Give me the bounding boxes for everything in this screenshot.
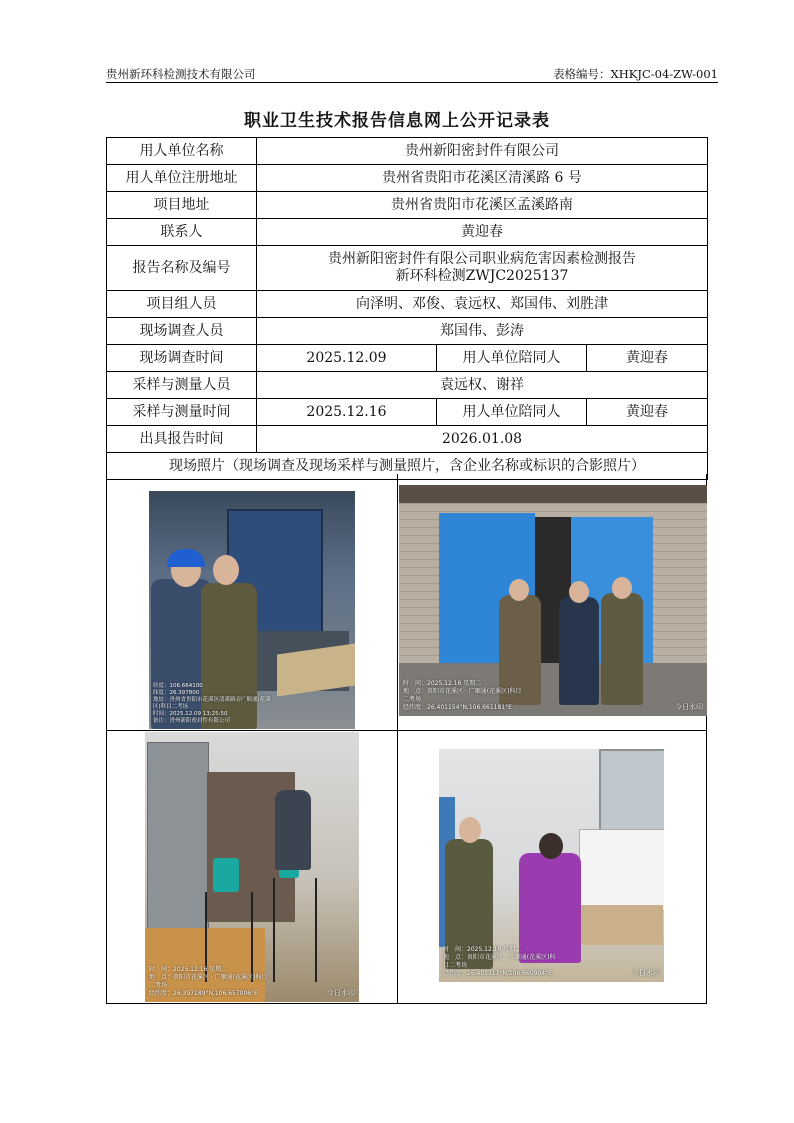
company-name: 贵州新环科检测技术有限公司	[106, 67, 256, 81]
document-title: 职业卫生技术报告信息网上公开记录表	[244, 111, 550, 131]
form-number: 表格编号：XHKJC-04-ZW-001	[553, 67, 718, 81]
survey-time-label: 现场调查时间	[107, 345, 257, 372]
photo-watermark: 时 间：2025.12.16 星期二 地 点：贵阳市花溪区 · 广顺通(花溪区)科目 二考场 经纬度：26.401154°N,106.661181°E	[403, 680, 522, 711]
group-photo-blue-door	[399, 485, 707, 716]
staff-head	[459, 817, 481, 843]
team-label: 项目组人员	[107, 291, 257, 318]
survey-photo-workshop	[149, 491, 355, 729]
table-row	[107, 165, 708, 192]
page-header	[106, 64, 718, 82]
photo-watermark: 时 间：2025.12.16 星期二 地 点：贵阳市花溪区 · 广顺通(花溪区)科目 二考场 经纬度：26.397189°N,106.657006°E	[149, 966, 268, 997]
watermark-brand: 今日水印	[327, 989, 355, 997]
staff-head	[213, 555, 239, 585]
sampling-escort-value: 黄迎春	[587, 399, 708, 426]
table-row	[107, 192, 708, 219]
table-row	[107, 219, 708, 246]
header-divider	[106, 82, 718, 83]
sampling-escort-label: 用人单位陪同人	[437, 399, 587, 426]
report-label: 报告名称及编号	[107, 246, 257, 291]
report-value	[257, 246, 708, 291]
photos-caption: 现场照片（现场调查及现场采样与测量照片，含企业名称或标识的合影照片）	[107, 453, 708, 480]
sampling-photo-workers	[439, 749, 664, 982]
employer-value: 贵州新阳密封件有限公司	[257, 138, 708, 165]
team-value: 向泽明、邓俊、袁远权、郑国伟、刘胜津	[257, 291, 708, 318]
contact-label: 联系人	[107, 219, 257, 246]
person-right	[601, 593, 643, 705]
project-address-value: 贵州省贵阳市花溪区孟溪路南	[257, 192, 708, 219]
table-row	[107, 372, 708, 399]
contact-value: 黄迎春	[257, 219, 708, 246]
survey-time-value: 2025.12.09	[257, 345, 437, 372]
person-right-head	[612, 577, 632, 599]
grid-divider	[397, 474, 398, 1003]
operator-figure	[275, 790, 311, 870]
survey-staff-value: 郑国伟、彭涛	[257, 318, 708, 345]
sampling-staff-label: 采样与测量人员	[107, 372, 257, 399]
report-number: 新环科检测ZWJC2025137	[395, 268, 569, 284]
sampling-photo-instruments	[145, 732, 359, 1002]
issue-date-label: 出具报告时间	[107, 426, 257, 453]
person-middle	[559, 597, 599, 705]
sampling-time-value: 2025.12.16	[257, 399, 437, 426]
sampler-device	[213, 858, 239, 892]
survey-staff-label: 现场调查人员	[107, 318, 257, 345]
reg-address-label: 用人单位注册地址	[107, 165, 257, 192]
photo-grid	[106, 474, 707, 1004]
person-middle-head	[569, 581, 589, 603]
reg-address-value: 贵州省贵阳市花溪区清溪路 6 号	[257, 165, 708, 192]
table-row	[107, 345, 708, 372]
table-row	[107, 246, 708, 291]
table-row	[107, 426, 708, 453]
tripod	[273, 878, 317, 982]
grid-divider	[107, 730, 706, 731]
roof-edge	[399, 485, 707, 503]
hard-hat	[167, 549, 205, 567]
photo-watermark: 时 间：2025.12.16 星期二 地 点：贵阳市花溪区 · 广顺通(花溪区)科 目二考场 经纬度：26.401317°N,106.660904°E	[443, 946, 556, 977]
worker-head	[539, 833, 563, 859]
survey-escort-value: 黄迎春	[587, 345, 708, 372]
watermark-brand: 今日水印	[675, 703, 703, 711]
table-row	[107, 318, 708, 345]
watermark-brand: 今日水印	[632, 969, 660, 977]
person-left-head	[509, 579, 529, 601]
photo-watermark: 经度：106.664100 纬度：26.397800 地址：贵州省贵阳市花溪区清溪路旁广顺通(花溪 区)科目二考场 时间：2025.12.09 13:25:50 备注：贵州新阳密封件有限公司	[153, 683, 271, 724]
employer-label: 用人单位名称	[107, 138, 257, 165]
project-address-label: 项目地址	[107, 192, 257, 219]
report-name: 贵州新阳密封件有限公司职业病危害因素检测报告	[328, 251, 636, 267]
issue-date-value: 2026.01.08	[257, 426, 708, 453]
sampling-time-label: 采样与测量时间	[107, 399, 257, 426]
electrical-cabinet	[147, 742, 209, 944]
table-row	[107, 291, 708, 318]
table-row	[107, 138, 708, 165]
record-table	[106, 137, 708, 480]
table-row	[107, 399, 708, 426]
survey-escort-label: 用人单位陪同人	[437, 345, 587, 372]
whiteboard	[579, 829, 664, 911]
sampling-staff-value: 袁远权、谢祥	[257, 372, 708, 399]
